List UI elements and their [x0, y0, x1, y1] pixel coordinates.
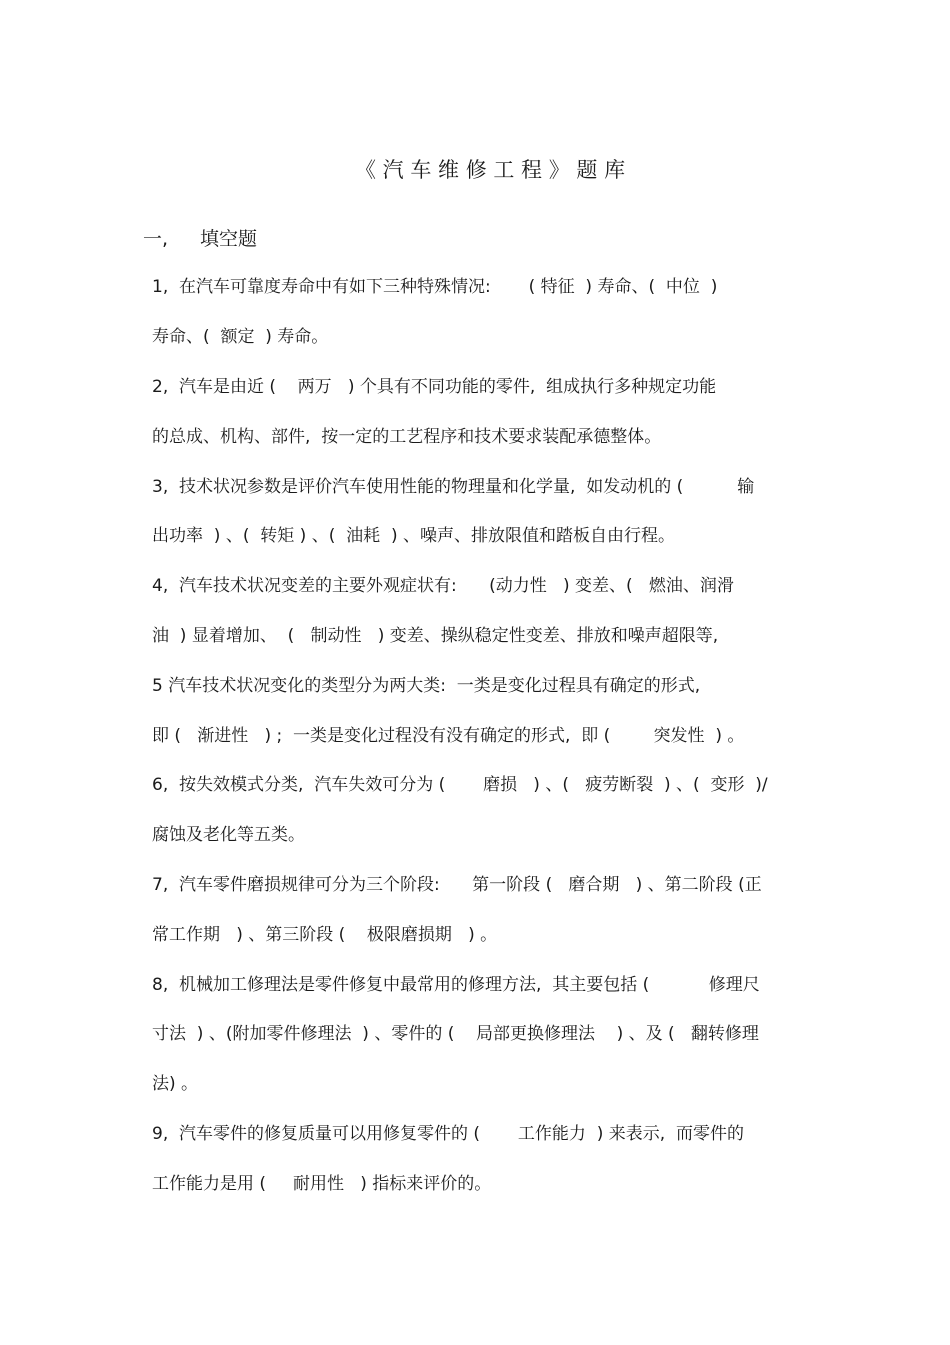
question-line: 即 ( 渐进性 ) ; 一类是变化过程没有没有确定的形式, 即 ( 突发性 ) 。: [152, 726, 745, 746]
question-line: 的总成、机构、部件, 按一定的工艺程序和技术要求装配承德整体。: [152, 427, 662, 447]
question-line: 油 ) 显着增加、 ( 制动性 ) 变差、操纵稳定性变差、排放和噪声超限等,: [152, 626, 719, 646]
section-number: 一,: [143, 228, 169, 250]
question-line: 9, 汽车零件的修复质量可以用修复零件的 ( 工作能力 ) 来表示, 而零件的: [152, 1124, 744, 1144]
document-title: 《 汽 车 维 修 工 程 》 题 库: [355, 158, 626, 182]
question-line: 7, 汽车零件磨损规律可分为三个阶段: 第一阶段 ( 磨合期 ) 、第二阶段 (正: [152, 875, 762, 895]
question-line: 1, 在汽车可靠度寿命中有如下三种特殊情况: ( 特征 ) 寿命、( 中位 ): [152, 277, 718, 297]
question-line: 出功率 ) 、( 转矩 ) 、( 油耗 ) 、噪声、排放限值和踏板自由行程。: [152, 526, 676, 546]
question-line: 寸法 ) 、(附加零件修理法 ) 、零件的 ( 局部更换修理法 ) 、及 ( 翻转修理: [152, 1024, 759, 1044]
question-line: 8, 机械加工修理法是零件修复中最常用的修理方法, 其主要包括 ( 修理尺: [152, 975, 760, 995]
section-heading: [143, 224, 257, 254]
question-line: 3, 技术状况参数是评价汽车使用性能的物理量和化学量, 如发动机的 ( 输: [152, 477, 755, 497]
question-line: 腐蚀及老化等五类。: [152, 825, 305, 845]
section-label: 填空题: [200, 228, 258, 250]
question-line: 法) 。: [152, 1074, 199, 1094]
question-line: 4, 汽车技术状况变差的主要外观症状有: (动力性 ) 变差、( 燃油、润滑: [152, 576, 734, 596]
question-line: 工作能力是用 ( 耐用性 ) 指标来评价的。: [152, 1174, 492, 1194]
question-line: 2, 汽车是由近 ( 两万 ) 个具有不同功能的零件, 组成执行多种规定功能: [152, 377, 717, 397]
question-line: 5 汽车技术状况变化的类型分为两大类: 一类是变化过程具有确定的形式,: [152, 676, 701, 696]
question-line: 6, 按失效模式分类, 汽车失效可分为 ( 磨损 ) 、( 疲劳断裂 ) 、( 变形 )/: [152, 775, 768, 795]
question-line: 寿命、( 额定 ) 寿命。: [152, 327, 329, 347]
question-line: 常工作期 ) 、第三阶段 ( 极限磨损期 ) 。: [152, 925, 498, 945]
